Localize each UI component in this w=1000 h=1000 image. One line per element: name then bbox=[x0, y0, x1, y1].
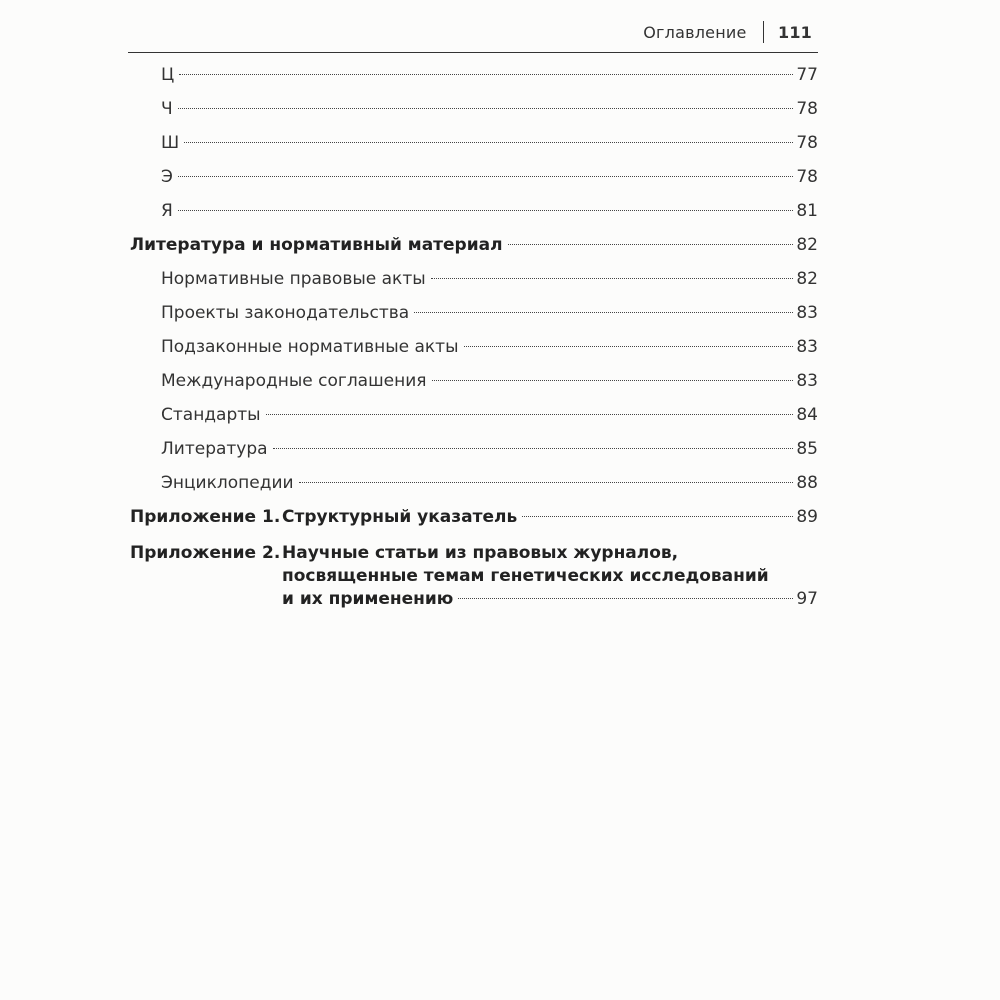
toc-entry[interactable] bbox=[130, 364, 818, 398]
toc-entry-title: Ш bbox=[161, 133, 180, 153]
appendix-title-line-3: и их применению bbox=[282, 589, 454, 609]
dot-leader bbox=[458, 598, 793, 599]
dot-leader bbox=[508, 244, 794, 245]
toc-entry[interactable] bbox=[130, 398, 818, 432]
toc-entry-page: 83 bbox=[796, 303, 818, 323]
appendix-title-line-1: Научные статьи из правовых журналов, bbox=[282, 543, 679, 563]
appendix-title: Структурный указатель bbox=[282, 507, 518, 527]
toc-entry[interactable] bbox=[130, 432, 818, 466]
toc-appendix-2[interactable] bbox=[130, 536, 818, 611]
toc-entry-title: Проекты законодательства bbox=[161, 303, 410, 323]
toc-entry-title: Ч bbox=[161, 99, 173, 119]
appendix-label: Приложение 2. bbox=[130, 543, 281, 563]
appendix-label: Приложение 1. bbox=[130, 507, 281, 527]
toc-appendix-1[interactable] bbox=[130, 500, 818, 534]
toc-entry-page: 82 bbox=[796, 269, 818, 289]
dot-leader bbox=[178, 108, 794, 109]
dot-leader bbox=[178, 176, 793, 177]
dot-leader bbox=[431, 278, 794, 279]
toc-entry-letter[interactable] bbox=[130, 58, 818, 92]
toc-entry-letter[interactable] bbox=[130, 160, 818, 194]
toc-entry-title: Нормативные правовые акты bbox=[161, 269, 426, 289]
toc-entry-page: 84 bbox=[796, 405, 818, 425]
toc-entry-title: Литература bbox=[161, 439, 268, 459]
section-title: Оглавление bbox=[643, 22, 747, 42]
running-header bbox=[643, 18, 812, 46]
toc-entry-page: 83 bbox=[796, 337, 818, 357]
toc-entry-page: 85 bbox=[796, 439, 818, 459]
dot-leader bbox=[414, 312, 793, 313]
dot-leader bbox=[179, 74, 793, 75]
dot-leader bbox=[522, 516, 793, 517]
toc-entry-title: Энциклопедии bbox=[161, 473, 294, 493]
toc-entry-page: 78 bbox=[796, 99, 818, 119]
toc-entry[interactable] bbox=[130, 296, 818, 330]
toc-entry-page: 77 bbox=[796, 65, 818, 85]
toc-entry-letter[interactable] bbox=[130, 194, 818, 228]
toc-entry-page: 88 bbox=[796, 473, 818, 493]
toc-entry-page: 97 bbox=[796, 589, 818, 609]
dot-leader bbox=[266, 414, 794, 415]
toc-entry-page: 78 bbox=[796, 167, 818, 187]
toc-entry-title: Международные соглашения bbox=[161, 371, 427, 391]
dot-leader bbox=[299, 482, 794, 483]
toc-entry-title: Подзаконные нормативные акты bbox=[161, 337, 459, 357]
page-number: 111 bbox=[778, 22, 812, 42]
toc-entry[interactable] bbox=[130, 466, 818, 500]
toc-entry[interactable] bbox=[130, 330, 818, 364]
toc-entry-letter[interactable] bbox=[130, 126, 818, 160]
toc-entry-title: Ц bbox=[161, 65, 175, 85]
header-rule bbox=[128, 52, 818, 53]
dot-leader bbox=[178, 210, 794, 211]
toc-entry-title: Литература и нормативный материал bbox=[130, 235, 503, 255]
toc-section-literature[interactable] bbox=[130, 228, 818, 262]
toc-entry-page: 89 bbox=[796, 507, 818, 527]
header-separator bbox=[763, 21, 765, 43]
toc-entry-title: Э bbox=[161, 167, 173, 187]
toc-entry-page: 82 bbox=[796, 235, 818, 255]
toc-entry-page: 78 bbox=[796, 133, 818, 153]
toc-entry-title: Я bbox=[161, 201, 173, 221]
toc-entry-page: 83 bbox=[796, 371, 818, 391]
toc-entry-letter[interactable] bbox=[130, 92, 818, 126]
dot-leader bbox=[464, 346, 794, 347]
dot-leader bbox=[432, 380, 794, 381]
dot-leader bbox=[184, 142, 793, 143]
toc-entry[interactable] bbox=[130, 262, 818, 296]
table-of-contents bbox=[130, 58, 818, 611]
toc-entry-page: 81 bbox=[796, 201, 818, 221]
toc-entry-title: Стандарты bbox=[161, 405, 261, 425]
appendix-title-line-2: посвященные темам генетических исследований bbox=[282, 566, 769, 586]
dot-leader bbox=[273, 448, 794, 449]
